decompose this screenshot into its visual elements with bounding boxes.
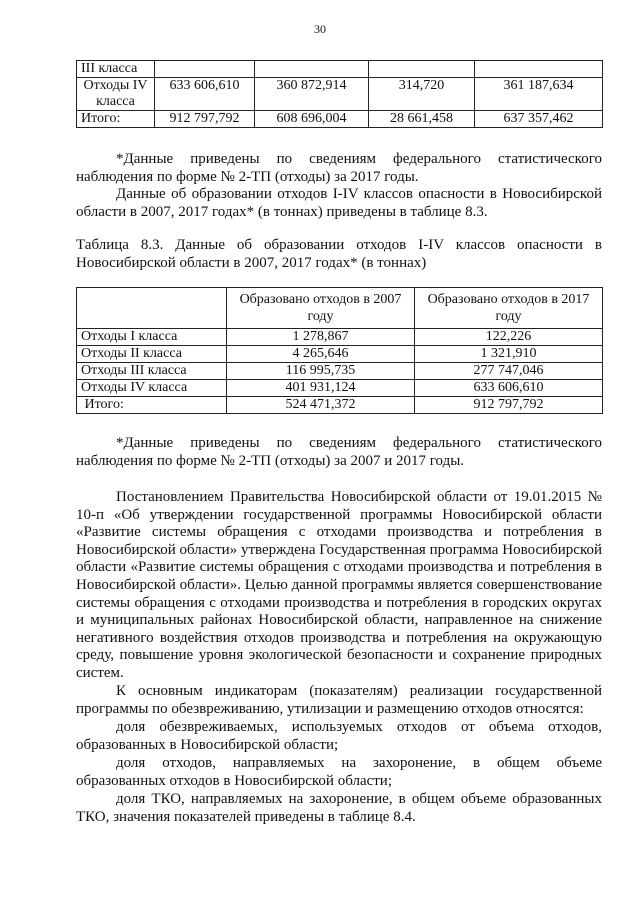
table-header-row (77, 288, 603, 329)
table-cell: 912 797,792 (415, 397, 603, 414)
footnote: *Данные приведены по сведениям федерального статистического наблюдения по форме № 2-ТП (отходы) за 2017 годы. (76, 151, 602, 185)
list-item: доля отходов, направляемых на захоронение, в общем объеме образованных отходов в Новосибирской области; (76, 755, 602, 789)
table-caption: Таблица 8.3. Данные об образовании отходов I-IV классов опасности в Новосибирской области в 2007, 2017 годах* (в тоннах) (76, 237, 602, 271)
paragraph: Данные об образовании отходов I-IV классов опасности в Новосибирской области в 2007, 2017 годах* (в тоннах) приведены в таблице 8.3. (76, 186, 602, 220)
table-continuation (76, 60, 603, 128)
table-cell: Итого: (77, 397, 227, 414)
table-cell (155, 61, 255, 78)
table-row (77, 380, 603, 397)
table-row (77, 363, 603, 380)
table-row (77, 61, 603, 78)
table-row (77, 111, 603, 128)
table-cell (369, 61, 475, 78)
table-cell: Итого: (77, 111, 155, 128)
table-cell: 4 265,646 (227, 346, 415, 363)
list-item: доля ТКО, направляемых на захоронение, в общем объеме образованных ТКО, значения показателей приведены в таблице 8.4. (76, 791, 602, 825)
table-header-cell: Образовано отходов в 2017 году (415, 288, 603, 329)
table-cell: 361 187,634 (475, 78, 603, 111)
table-cell: 608 696,004 (255, 111, 369, 128)
paragraph: К основным индикаторам (показателям) реализации государственной программы по обезвреживанию, утилизации и размещению отходов относятся: (76, 683, 602, 717)
table-cell: III класса (77, 61, 155, 78)
table-cell: 116 995,735 (227, 363, 415, 380)
table-row (77, 78, 603, 111)
list-item: доля обезвреживаемых, используемых отходов от объема отходов, образованных в Новосибирской области; (76, 719, 602, 753)
table-cell (475, 61, 603, 78)
table-cell: 633 606,610 (415, 380, 603, 397)
table-cell: Отходы IV класса (77, 78, 155, 111)
table-cell: 1 278,867 (227, 329, 415, 346)
table-cell: 277 747,046 (415, 363, 603, 380)
table-cell: 360 872,914 (255, 78, 369, 111)
table-cell: 1 321,910 (415, 346, 603, 363)
table-cell: Отходы II класса (77, 346, 227, 363)
table-cell: 524 471,372 (227, 397, 415, 414)
table-header-cell (77, 288, 227, 329)
table-cell: 314,720 (369, 78, 475, 111)
page-number: 30 (314, 22, 326, 36)
table-row (77, 329, 603, 346)
table-cell: 28 661,458 (369, 111, 475, 128)
table-cell: 633 606,610 (155, 78, 255, 111)
table-cell: 912 797,792 (155, 111, 255, 128)
table-cell: 637 357,462 (475, 111, 603, 128)
footnote: *Данные приведены по сведениям федерального статистического наблюдения по форме № 2-ТП (отходы) за 2007 и 2017 годы. (76, 435, 602, 469)
table-cell (255, 61, 369, 78)
table-cell: 122,226 (415, 329, 603, 346)
table-cell: Отходы III класса (77, 363, 227, 380)
table-8-3 (76, 287, 603, 414)
table-header-cell: Образовано отходов в 2007 году (227, 288, 415, 329)
paragraph: Постановлением Правительства Новосибирской области от 19.01.2015 № 10-п «Об утверждении государственной программы Новосибирской области «Развитие системы обращения с отходами производства и потребления в Новосибирской области» утверждена Государственная программа Новосибирской области «Развитие системы обращения с отходами производства и потребления в Новосибирской области». Целью данной программы является совершенствование системы обращения с отходами производства и потребления в городских округах и муниципальных районах Новосибирской области, направленное на снижение негативного воздействия отходов производства и потребления на окружающую среду, повышение уровня экологической безопасности и сохранение природных систем. (76, 489, 602, 681)
table-cell: 401 931,124 (227, 380, 415, 397)
table-row (77, 346, 603, 363)
table-cell: Отходы I класса (77, 329, 227, 346)
table-cell: Отходы IV класса (77, 380, 227, 397)
table-row (77, 397, 603, 414)
